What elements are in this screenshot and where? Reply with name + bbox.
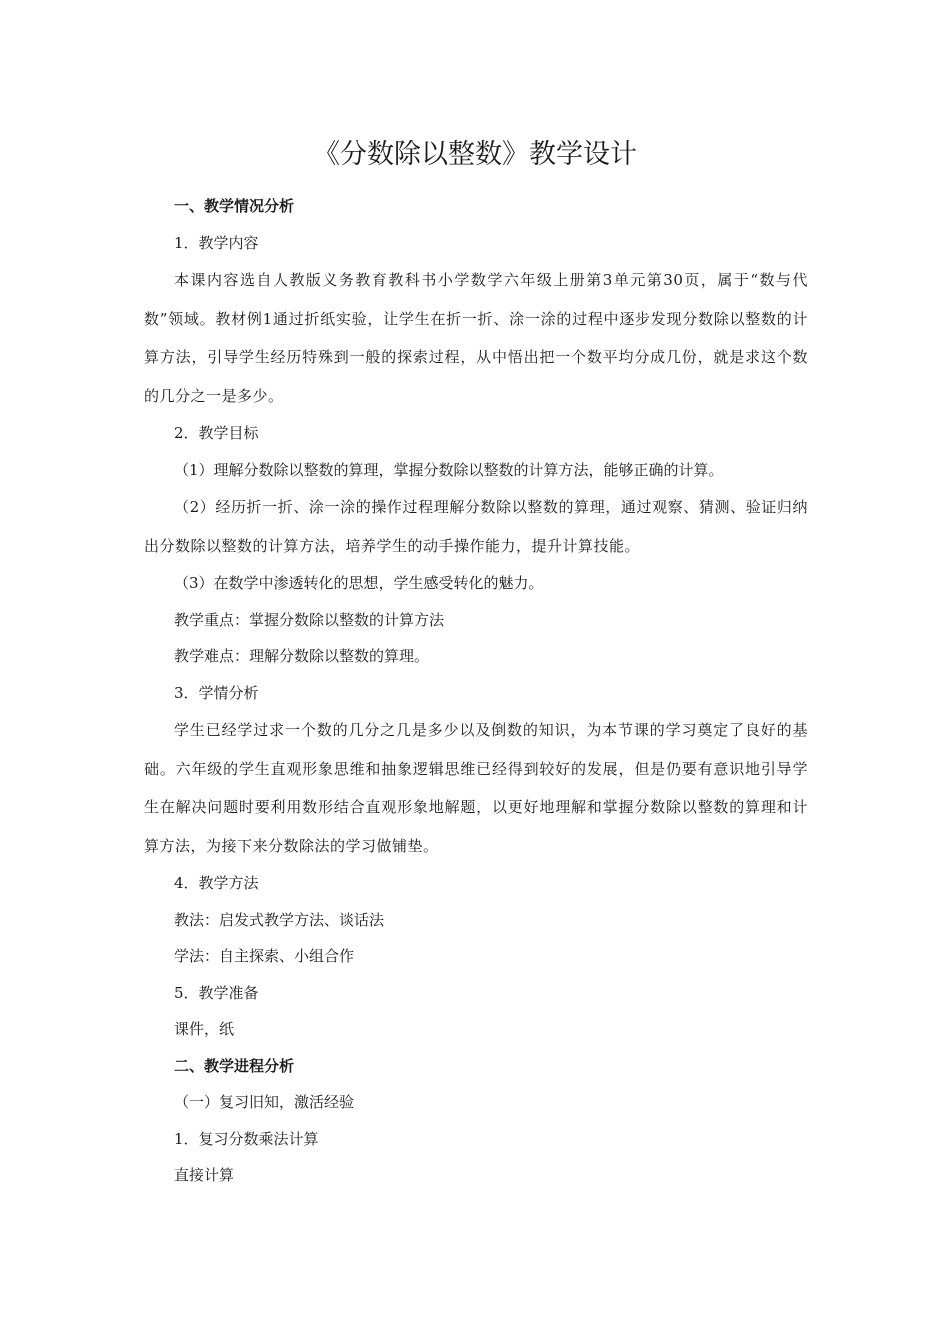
section-heading: 一、教学情况分析 <box>174 197 295 215</box>
key-point: 教学重点：掌握分数除以整数的计算方法 <box>174 610 445 629</box>
item-heading: 1．教学内容 <box>174 233 259 252</box>
item-heading: 4．教学方法 <box>174 874 259 892</box>
paragraph: 直接计算 <box>174 1166 235 1184</box>
preparation: 课件，纸 <box>174 1020 235 1038</box>
goal-item: （2）经历折一折、涂一涂的操作过程理解分数除以整数的算理，通过观察、猜测、验证归纳出分数除以整数的计算方法，培养学生的动手操作能力，提升计算技能。 <box>144 498 808 555</box>
subsection-heading: （一）复习旧知，激活经验 <box>174 1093 355 1111</box>
paragraph: 本课内容选自人教版义务教育教科书小学数学六年级上册第3单元第30页，属于“数与代数”领域。教材例1通过折纸实验，让学生在折一折、涂一涂的过程中逐步发现分数除以整数的计算方法，引导学生经历特殊到一般的探索过程，从中悟出把一个数平均分成几份，就是求这个数的几分之一是多少。 <box>144 271 808 405</box>
item-heading: 2．教学目标 <box>174 424 259 442</box>
difficult-point: 教学难点：理解分数除以整数的算理。 <box>174 647 430 665</box>
teaching-method: 教法：启发式教学方法、谈话法 <box>174 910 385 929</box>
item-heading: 5．教学准备 <box>174 983 259 1002</box>
learning-method: 学法：自主探索、小组合作 <box>174 947 355 965</box>
item-heading: 1．复习分数乘法计算 <box>174 1129 319 1148</box>
document-body <box>144 188 808 1194</box>
item-heading: 3．学情分析 <box>174 683 259 702</box>
goal-item: （1）理解分数除以整数的算理，掌握分数除以整数的计算方法，能够正确的计算。 <box>174 460 724 479</box>
paragraph: 学生已经学过求一个数的几分之几是多少以及倒数的知识，为本节课的学习奠定了良好的基础。六年级的学生直观形象思维和抽象逻辑思维已经得到较好的发展，但是仍要有意识地引导学生在解决问题时要利用数形结合直观形象地解题，以更好地理解和掌握分数除以整数的算理和计算方法，为接下来分数除法的学习做铺垫。 <box>144 721 808 855</box>
goal-item: （3）在数学中渗透转化的思想，学生感受转化的魅力。 <box>174 574 544 592</box>
document-title: 《分数除以整数》教学设计 <box>313 139 637 170</box>
section-heading: 二、教学进程分析 <box>174 1056 295 1075</box>
